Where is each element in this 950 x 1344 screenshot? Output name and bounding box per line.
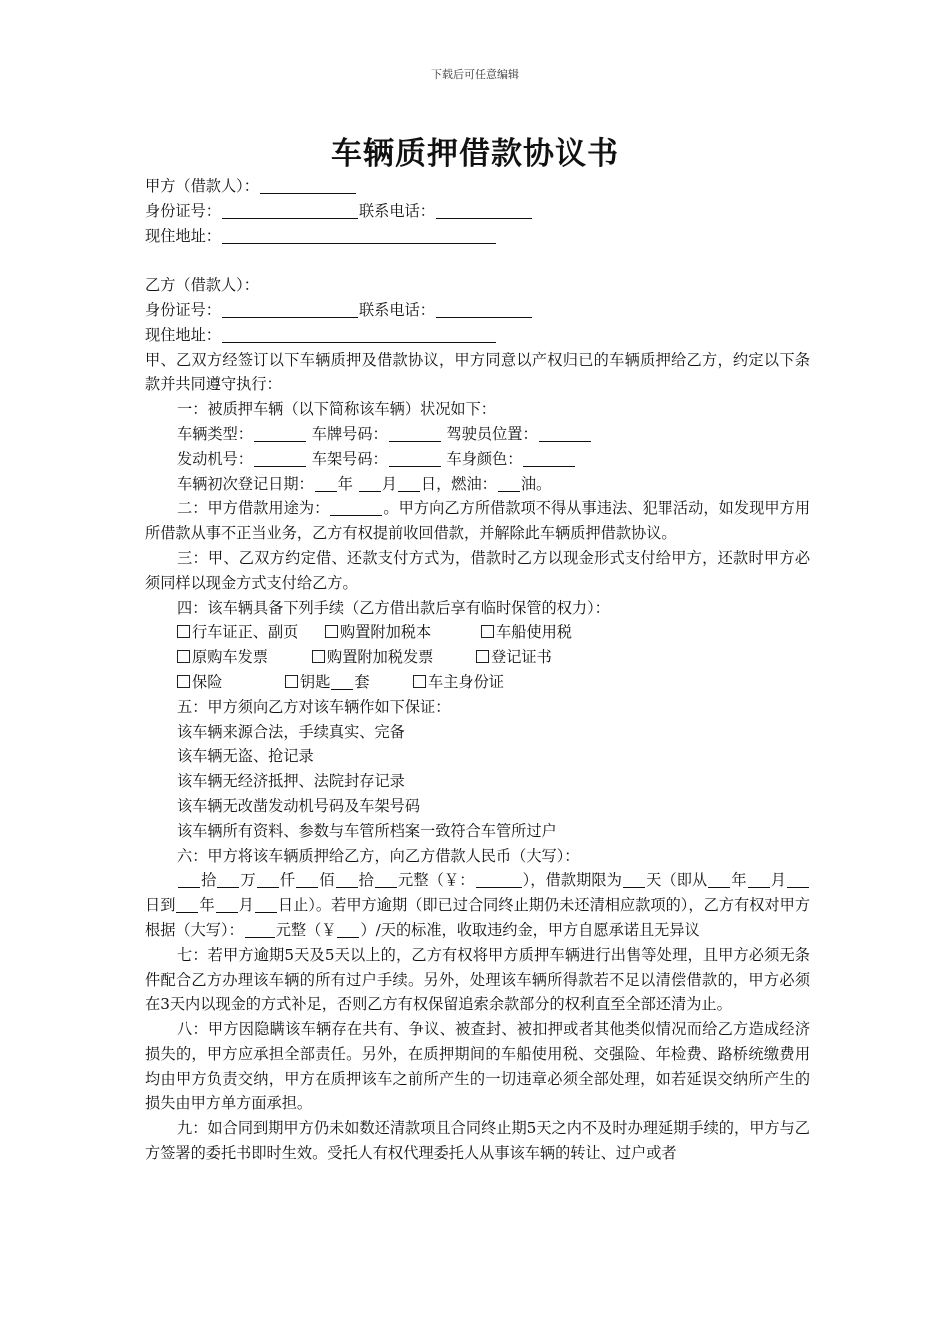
party-b-label: 乙方（借款人）： [145, 276, 259, 295]
clause7-paragraph: 七：若甲方逾期5天及5天以上的，乙方有权将甲方质押车辆进行出售等处理，且甲方必须无条件配合乙方办理该车辆的所有过户手续。另外，处理该车辆所得款若不足以清偿借款的，甲方必须在3天内以现金的方式补足，否则乙方有权保留追索余款部分的权利直至全部还清为止。 [145, 945, 810, 1014]
checkbox-icon [177, 675, 190, 688]
yuan-label: 元整（￥： [397, 871, 475, 890]
amount-blank [257, 871, 279, 888]
unit-label: 万 [240, 871, 256, 890]
unit-label: 仟 [279, 871, 296, 890]
clause5-item: 该车辆无经济抵押、法院封存记录 [177, 772, 405, 791]
party-a-line [145, 174, 810, 199]
keys-count-blank [331, 673, 353, 690]
plate-label: 车牌号码： [311, 424, 388, 443]
driver-pos-label: 驾驶员位置： [446, 424, 538, 443]
clause1-heading: 一：被质押车辆（以下简称该车辆）状况如下： [177, 400, 496, 419]
party-a-label: 甲方（借款人）： [145, 177, 259, 195]
checkbox-label: 购置附加税发票 [327, 648, 434, 667]
reg-day-blank [398, 475, 420, 492]
intro-paragraph: 甲、乙双方经签订以下车辆质押及借款协议，甲方同意以产权归已的车辆质押给乙方，约定以下条款并共同遵守执行： [145, 350, 810, 394]
frame-label: 车架号码： [311, 449, 388, 468]
party-b-addr-blank [222, 326, 496, 343]
term-label: ），借款期限为 [522, 871, 623, 890]
clause4-row3 [145, 670, 810, 695]
from-year-blank [708, 871, 730, 888]
page-header: 下载后可任意编辑 [431, 68, 519, 81]
color-label: 车身颜色： [446, 449, 523, 468]
month-label: 月 [770, 871, 787, 890]
loan-purpose-blank [330, 499, 382, 516]
from-label: 天（即从 [646, 871, 708, 890]
clause4-heading: 四：该车辆具备下列手续（乙方借出款后享有临时保管的权力）： [177, 598, 610, 617]
from-month-blank [748, 871, 770, 888]
penalty-figure-blank [337, 921, 359, 938]
engine-blank [254, 450, 306, 467]
clause8-paragraph: 八：甲方因隐瞒该车辆存在共有、争议、被查封、被扣押或者其他类似情况而给乙方造成经济损失的，甲方应承担全部责任。另外，在质押期间的车船使用税、交强险、年检费、路桥统缴费用均由甲方负责交纳，甲方在质押该车之前所产生的一切违章必须全部处理，如若延误交纳所产生的损失由甲方单方面承担。 [145, 1020, 810, 1113]
penalty-amount-blank [245, 921, 275, 938]
checkbox-icon [285, 675, 298, 688]
to-month-blank [216, 896, 238, 913]
fuel-unit-label: 油。 [520, 474, 552, 493]
party-b-addr-line [145, 323, 810, 348]
checkbox-icon [177, 650, 190, 663]
checkbox-icon [177, 625, 190, 638]
unit-label: 佰 [319, 871, 335, 890]
overdue-text: 日止）。若甲方逾期（即已过合同终止期仍未还清相应款项的），乙方有权对甲方根据（大写）： [145, 896, 811, 939]
party-b-id-blank [222, 301, 358, 318]
color-blank [523, 450, 575, 467]
reg-month-blank [359, 475, 381, 492]
clause3-paragraph: 三：甲、乙双方约定借、还款支付方式为，借款时乙方以现金形式支付给甲方，还款时甲方必须同样以现金方式支付给乙方。 [145, 548, 810, 592]
reg-year-blank [315, 475, 337, 492]
driver-pos-blank [539, 425, 591, 442]
document-title: 车辆质押借款协议书 [331, 136, 619, 172]
unit-label: 拾 [201, 871, 217, 890]
checkbox-item [413, 673, 504, 691]
party-a-addr-blank [222, 227, 496, 244]
checkbox-label: 原购车发票 [192, 648, 268, 667]
frame-blank [389, 450, 441, 467]
to-year-blank [176, 896, 198, 913]
clause2-rest: 。甲方向乙方所借款项不得从事违法、犯罪活动，如发现甲方用所借款从事不正当业务，乙方有权提前收回借款，并解除此车辆质押借款协议。 [145, 499, 811, 543]
clause1-row3 [145, 472, 810, 497]
vehicle-type-label: 车辆类型： [177, 424, 253, 443]
party-b-phone-blank [436, 301, 532, 318]
year-label: 年 [337, 474, 353, 493]
party-a-addr-line [145, 224, 810, 249]
checkbox-label: 车主身份证 [428, 672, 504, 691]
checkbox-label: 车船使用税 [496, 623, 572, 642]
amount-blank [217, 871, 239, 888]
clause5-item: 该车辆来源合法，手续真实、完备 [177, 722, 405, 741]
checkbox-label: 购置附加税本 [340, 623, 432, 642]
party-a-id-label: 身份证号： [145, 201, 221, 220]
checkbox-icon [325, 625, 338, 638]
party-b-phone-label: 联系电话： [358, 300, 435, 319]
clause1-row1 [145, 422, 810, 447]
vehicle-type-blank [254, 425, 306, 442]
unit-label: 拾 [358, 871, 374, 890]
checkbox-item [285, 670, 413, 695]
checkbox-icon [413, 675, 426, 688]
party-a-id-line [145, 199, 810, 224]
checkbox-icon [481, 625, 494, 638]
clause5-item: 该车辆无盗、抢记录 [177, 747, 314, 766]
clause6-paragraph [145, 868, 810, 942]
fuel-blank [498, 475, 520, 492]
amount-blank [178, 871, 200, 888]
to-day-blank [255, 896, 277, 913]
checkbox-item [177, 620, 325, 645]
clause2-prefix: 二：甲方借款用途为： [177, 499, 330, 518]
engine-label: 发动机号： [177, 449, 253, 468]
party-a-phone-label: 联系电话： [358, 201, 435, 220]
keys-unit-label: 套 [354, 672, 370, 691]
party-b-addr-label: 现住地址： [145, 325, 221, 344]
year-label: 年 [199, 896, 215, 915]
clause4-row1 [145, 620, 810, 645]
party-b-id-line [145, 298, 810, 323]
clause5-heading: 五：甲方须向乙方对该车辆作如下保证： [177, 697, 451, 716]
amount-figure-blank [476, 871, 522, 888]
checkbox-item [481, 623, 572, 641]
checkbox-label: 登记证书 [491, 648, 552, 667]
days-blank [623, 871, 645, 888]
day-fuel-label: 日，燃油： [420, 474, 497, 493]
clause5-item: 该车辆无改凿发动机号码及车架号码 [177, 796, 420, 815]
checkbox-icon [312, 650, 325, 663]
checkbox-item [325, 620, 481, 645]
party-a-addr-label: 现住地址： [145, 226, 221, 245]
reg-date-label: 车辆初次登记日期： [177, 474, 314, 493]
checkbox-item [177, 645, 312, 670]
clause1-row2 [145, 447, 810, 472]
document-body [145, 174, 810, 1166]
party-a-phone-blank [436, 202, 532, 219]
year-label: 年 [731, 871, 747, 890]
party-a-name-blank [260, 177, 356, 194]
clause4-row2 [145, 645, 810, 670]
checkbox-label: 行车证正、副页 [192, 623, 299, 642]
amount-blank [296, 871, 318, 888]
party-b-id-label: 身份证号： [145, 300, 221, 319]
checkbox-label: 保险 [192, 672, 223, 691]
checkbox-item [177, 670, 285, 695]
party-a-id-blank [222, 202, 358, 219]
party-b-line [145, 273, 810, 298]
checkbox-label: 钥匙 [300, 672, 331, 691]
checkbox-item [312, 645, 476, 670]
clause5-item: 该车辆所有资料、参数与车管所档案一致符合车管所过户 [177, 821, 557, 840]
plate-blank [389, 425, 441, 442]
yuan-label: 元整（￥ [275, 920, 337, 939]
to-label: 日到 [145, 896, 176, 915]
month-label: 月 [381, 474, 397, 493]
checkbox-icon [476, 650, 489, 663]
amount-blank [375, 871, 397, 888]
clause2-paragraph [145, 496, 810, 546]
checkbox-item [476, 648, 552, 666]
spacer [145, 248, 810, 273]
clause6-heading: 六：甲方将该车辆质押给乙方，向乙方借款人民币（大写）： [177, 846, 580, 865]
clause9-paragraph: 九：如合同到期甲方仍未如数还清款项且合同终止期5天之内不及时办理延期手续的，甲方与乙方签署的委托书即时生效。受托人有权代理委托人从事该车辆的转让、过户或者 [145, 1119, 810, 1163]
from-day-blank [787, 871, 809, 888]
amount-blank [336, 871, 358, 888]
month-label: 月 [238, 896, 254, 915]
rate-text: ）/天的标准，收取违约金，甲方自愿承诺且无异议 [360, 920, 700, 939]
